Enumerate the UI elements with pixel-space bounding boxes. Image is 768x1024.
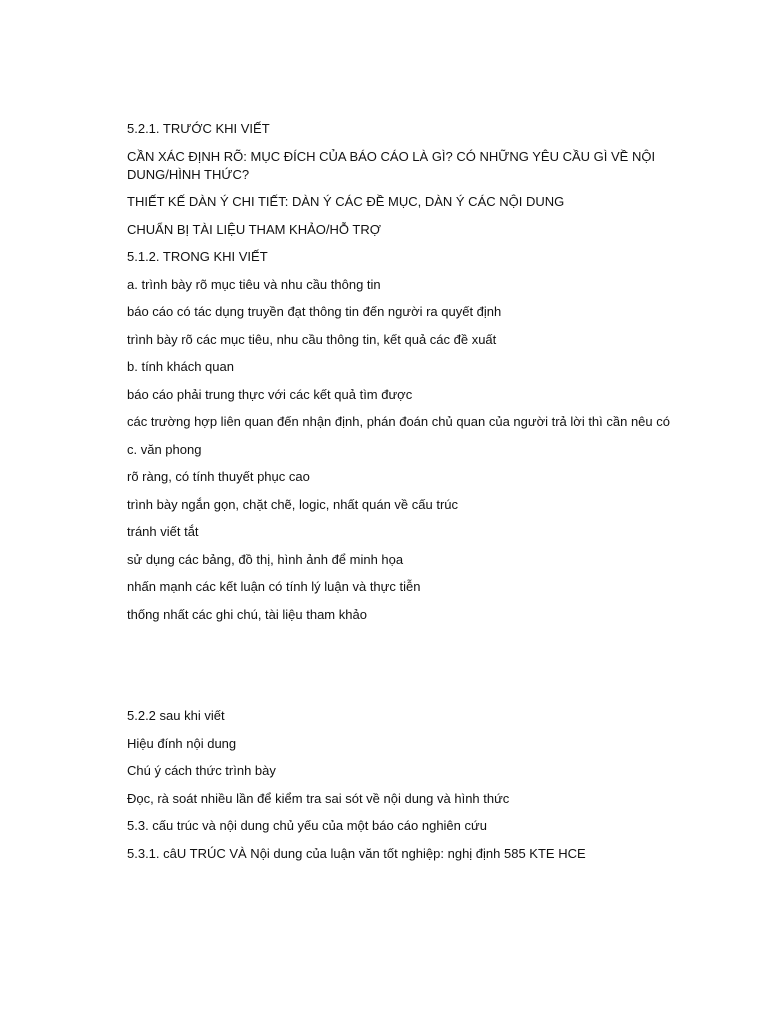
paragraph-no-abbreviations: tránh viết tắt (127, 524, 199, 539)
paragraph-presentation: Chú ý cách thức trình bày (127, 763, 276, 778)
paragraph-references: CHUẨN BỊ TÀI LIỆU THAM KHẢO/HỖ TRỢ (127, 221, 381, 237)
paragraph-honesty: báo cáo phải trung thực với các kết quả tìm được (127, 386, 413, 402)
blank-spacer (127, 633, 702, 707)
paragraph-purpose: CẦN XÁC ĐỊNH RÕ: MỤC ĐÍCH CỦA BÁO CÁO LÀ GÌ? CÓ NHỮNG YÊU CẦU GÌ VỀ NỘI DUNG/HÌNH THỨC? (127, 148, 656, 182)
paragraph-outline: THIẾT KẾ DÀN Ý CHI TIẾT: DÀN Ý CÁC ĐỀ MỤC, DÀN Ý CÁC NỘI DUNG (127, 194, 565, 209)
heading-before-writing: 5.2.1. TRƯỚC KHI VIẾT (127, 121, 270, 136)
subheading-objectivity: b. tính khách quan (127, 359, 234, 374)
paragraph-concise: trình bày ngắn gọn, chặt chẽ, logic, nhất quán về cấu trúc (127, 496, 458, 512)
paragraph-consistent-notes: thống nhất các ghi chú, tài liệu tham khảo (127, 606, 367, 622)
heading-report-structure: 5.3. cấu trúc và nội dung chủ yếu của một báo cáo nghiên cứu (127, 818, 487, 833)
paragraph-review: Đọc, rà soát nhiều lần để kiểm tra sai sót về nội dung và hình thức (127, 790, 510, 806)
paragraph-clarity: rõ ràng, có tính thuyết phục cao (127, 469, 310, 484)
paragraph-conclusions: nhấn mạnh các kết luận có tính lý luận và thực tiễn (127, 579, 421, 594)
heading-after-writing: 5.2.2 sau khi viết (127, 708, 225, 723)
subheading-style: c. văn phong (127, 441, 202, 457)
paragraph-present-goals: trình bày rõ các mục tiêu, nhu cầu thông tin, kết quả các đề xuất (127, 331, 497, 347)
subheading-objectives: a. trình bày rõ mục tiêu và nhu cầu thông tin (127, 276, 381, 292)
heading-during-writing: 5.1.2. TRONG KHI VIẾT (127, 249, 268, 264)
paragraph-subjective-cases: các trường hợp liên quan đến nhận định, phán đoán chủ quan của người trả lời thì cần nêu có (127, 414, 670, 429)
paragraph-communication: báo cáo có tác dụng truyền đạt thông tin đến người ra quyết định (127, 304, 502, 319)
paragraph-illustrations: sử dụng các bảng, đồ thị, hình ảnh để minh họa (127, 551, 404, 567)
document-body (127, 120, 702, 872)
paragraph-edit-content: Hiệu đính nội dung (127, 735, 237, 751)
heading-thesis-structure: 5.3.1. câU TRÚC VÀ Nội dung của luận văn tốt nghiệp: nghị định 585 KTE HCE (127, 845, 586, 861)
